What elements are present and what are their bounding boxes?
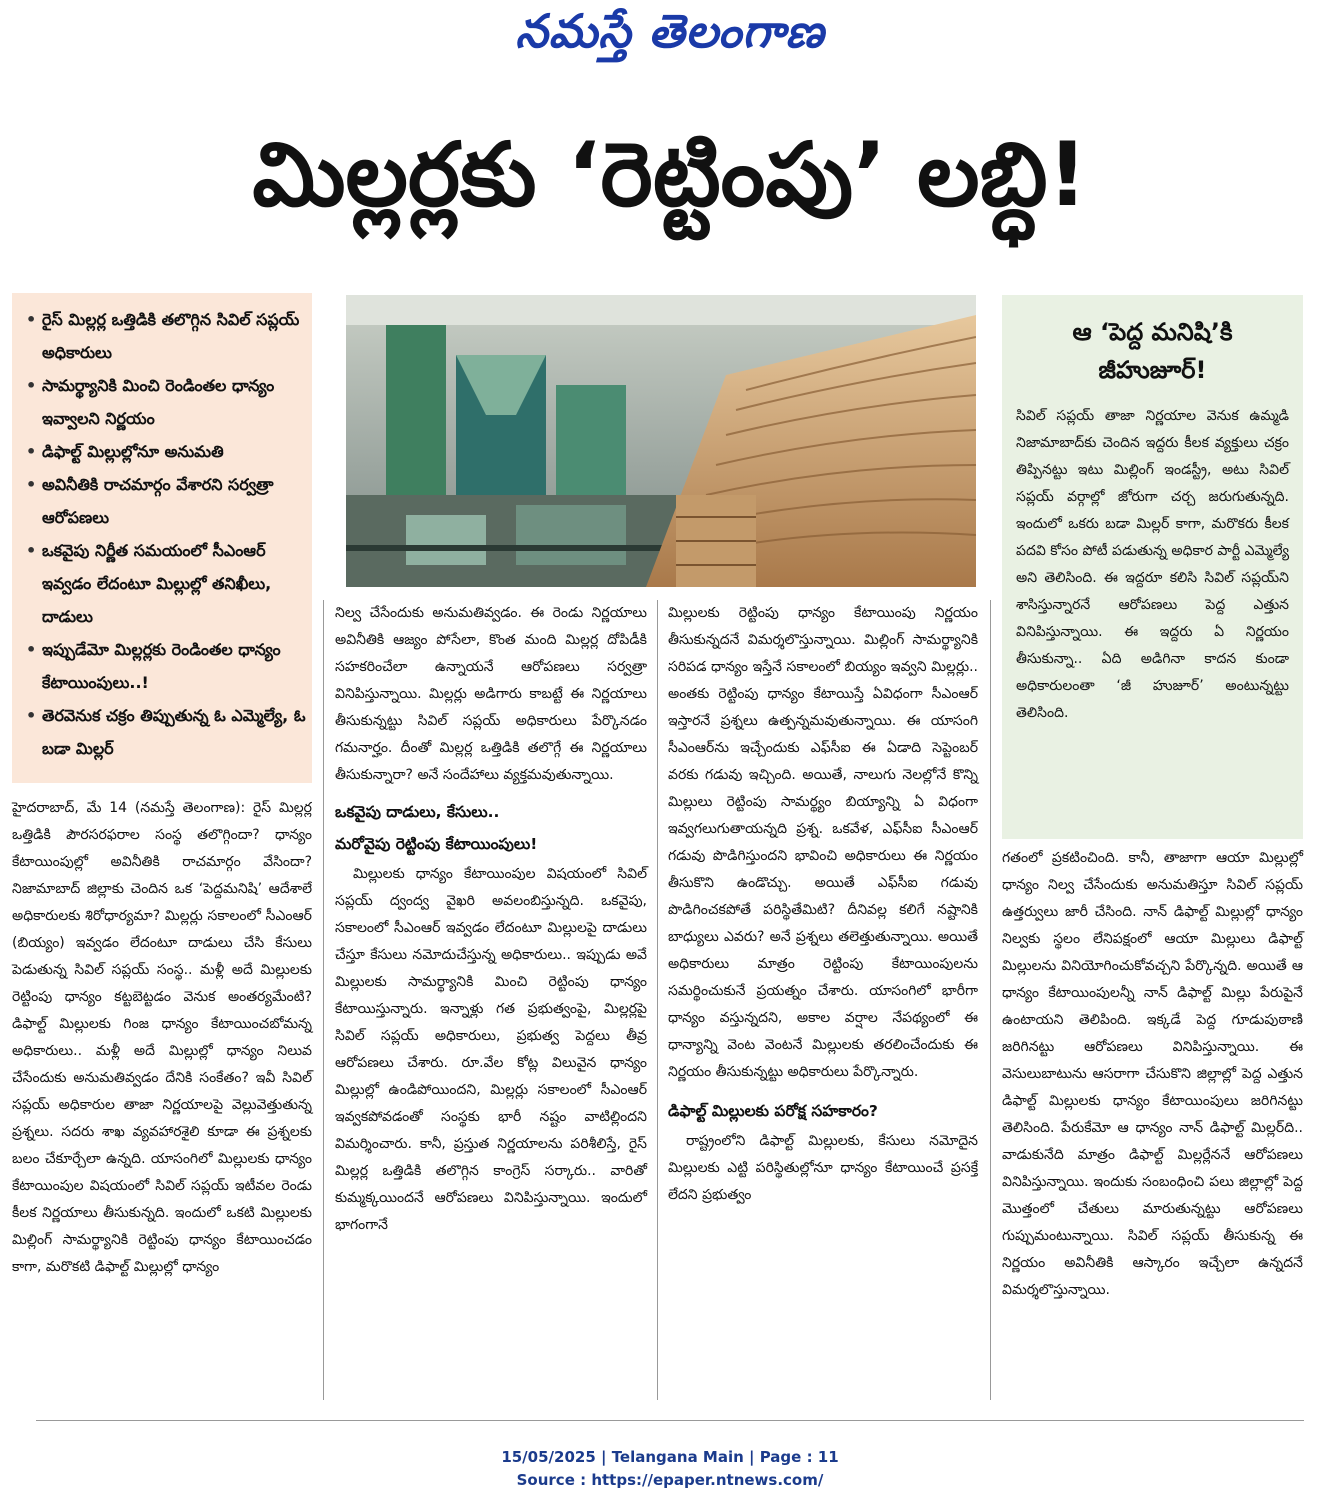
sidebar-box — [1002, 295, 1303, 839]
article-paragraph: గతంలో ప్రకటించింది. కానీ, తాజాగా ఆయా మిల్లుల్లో ధాన్యం నిల్వ చేసేందుకు అనుమతిస్తూ సివిల్ సప్లయ్ ఉత్తర్వులు జారీ చేసింది. నాన్ డిఫాల్ట్ మిల్లుల్లో ధాన్యం నిల్వకు స్థలం లేనిపక్షంలో ఆయా మిల్లులు డిఫాల్ట్ మిల్లులను వినియోగించుకోవచ్చని పేర్కొన్నది. అయితే ఆ ధాన్యం కేటాయింపులన్నీ నాన్ డిఫాల్ట్ మిల్లు పేరుపైనే ఉంటాయని తెలిపింది. ఇక్కడే పెద్ద గూడుపుఠాణి జరిగినట్టు ఆరోపణలు వినిపిస్తున్నాయి. ఈ వెసులుబాటును ఆసరాగా చేసుకొని జిల్లాల్లో పెద్ద ఎత్తున డిఫాల్ట్ మిల్లులకు ధాన్యం కేటాయింపులు జరిగినట్టు తెలిసింది. పేరుకేమో ఆ ధాన్యం నాన్ డిఫాల్ట్ మిల్లర్‌ది.. వాడుకునేది మాత్రం డిఫాల్ట్ మిల్లర్లేననే ఆరోపణలు వినిపిస్తున్నాయి. ఇందుకు సంబంధించి పలు జిల్లాల్లో పెద్ద మొత్తంలో చేతులు మారుతున్నట్టు ఆరోపణలు గుప్పుమంటున్నాయి. సివిల్ సప్లయ్ తీసుకున్న ఈ నిర్ణయం అవినీతికి ఆస్కారం ఇచ్చేలా ఉన్నదనే విమర్శలొస్తున్నాయి. — [1002, 850, 1303, 1298]
highlights-box — [12, 293, 312, 783]
masthead: నమస్తే తెలంగాణ — [515, 4, 825, 58]
footer-divider — [36, 1420, 1304, 1421]
column-divider — [990, 600, 991, 1400]
rice-mill-photo — [346, 295, 976, 587]
headline: మిల్లర్లకు ‘రెట్టింపు’ లబ్ధి! — [252, 123, 1088, 226]
article-column-1 — [12, 795, 312, 1281]
rice-mill-photo-illustration — [346, 295, 976, 587]
highlight-item: • అవినీతికి రాచమార్గం వేశారని సర్వత్రా ఆరోపణలు — [26, 468, 306, 534]
article-column-3 — [668, 600, 978, 1209]
article-paragraph: నిల్వ చేసేందుకు అనుమతివ్వడం. ఈ రెండు నిర్ణయాలు అవినీతికి ఆజ్యం పోసేలా, కొంత మంది మిల్లర్ల దోపిడీకి సహకరించేలా ఉన్నాయనే ఆరోపణలు సర్వత్రా వినిపిస్తున్నాయి. మిల్లర్లు అడిగారు కాబట్టే ఈ నిర్ణయాలు తీసుకున్నట్టు సివిల్ సప్లయ్ అధికారులు పేర్కొనడం గమనార్హం. దీంతో మిల్లర్ల ఒత్తిడికి తలొగ్గే ఈ నిర్ణయాలు తీసుకున్నారా? అనే సందేహాలు వ్యక్తమవుతున్నాయి. — [335, 605, 647, 783]
subheading: ఒకవైపు దాడులు, కేసులు.. — [335, 803, 500, 821]
article-column-2 — [335, 600, 647, 1239]
sidebar-title: ఆ ‘పెద్ద మనిషి’కి జీహుజూర్! — [1072, 318, 1233, 384]
footer-page-info: 15/05/2025 | Telangana Main | Page : 11 — [501, 1448, 839, 1466]
column-divider — [323, 600, 324, 1400]
article-paragraph: రాష్ట్రంలోని డిఫాల్ట్ మిల్లులకు, కేసులు నమోదైన మిల్లులకు ఎట్టి పరిస్థితుల్లోనూ ధాన్యం కేటాయించే ప్రసక్తే లేదని ప్రభుత్వం — [668, 1133, 978, 1203]
subheading: డిఫాల్ట్ మిల్లులకు పరోక్ష సహకారం? — [668, 1102, 878, 1120]
highlight-item: • సామర్థ్యానికి మించి రెండింతల ధాన్యం ఇవ్వాలని నిర్ణయం — [26, 369, 306, 435]
sidebar-text: సివిల్ సప్లయ్ తాజా నిర్ణయాల వెనుక ఉమ్మడి నిజామాబాద్‌కు చెందిన ఇద్దరు కీలక వ్యక్తులు చక్రం తిప్పినట్టు ఇటు మిల్లింగ్ ఇండస్ట్రీ, అటు సివిల్ సప్లయ్ వర్గాల్లో జోరుగా చర్చ జరుగుతున్నది. ఇందులో ఒకరు బడా మిల్లర్ కాగా, మరొకరు కీలక పదవి కోసం పోటీ పడుతున్న అధికార పార్టీ ఎమ్మెల్యే అని తెలిసింది. ఈ ఇద్దరూ కలిసి సివిల్ సప్లయ్‌ని శాసిస్తున్నారనే ఆరోపణలు పెద్ద ఎత్తున వినిపిస్తున్నాయి. ఈ ఇద్దరు ఏ నిర్ణయం తీసుకున్నా.. ఏది అడిగినా కాదన కుండా అధికారులంతా ‘జీ హుజూర్’ అంటున్నట్టు తెలిసింది. — [1016, 408, 1289, 721]
column-divider — [657, 600, 658, 1400]
article-column-4 — [1002, 845, 1303, 1304]
subheading: మరోవైపు రెట్టింపు కేటాయింపులు! — [335, 835, 538, 853]
highlight-item: • ఒకవైపు నిర్ణీత సమయంలో సీఎంఆర్ ఇవ్వడం లేదంటూ మిల్లుల్లో తనిఖీలు, దాడులు — [26, 534, 306, 633]
footer-source: Source : https://epaper.ntnews.com/ — [516, 1471, 824, 1489]
highlight-item: • డిఫాల్ట్ మిల్లుల్లోనూ అనుమతి — [26, 435, 306, 468]
highlight-item: • రైస్ మిల్లర్ల ఒత్తిడికి తలొగ్గిన సివిల్ సప్లయ్ అధికారులు — [26, 303, 306, 369]
article-paragraph: హైదరాబాద్, మే 14 (నమస్తే తెలంగాణ): రైస్ మిల్లర్ల ఒత్తిడికి పౌరసరఫరాల సంస్థ తలొగ్గిందా? ధాన్యం కేటాయింపుల్లో అవినీతికి రాచమార్గం వేసిందా? నిజామాబాద్ జిల్లాకు చెందిన ఒక ‘పెద్దమనిషి’ ఆదేశాలే అధికారులకు శిరోధార్యమా? మిల్లర్లు సకాలంలో సీఎంఆర్ (బియ్యం) ఇవ్వడం లేదంటూ దాడులు చేసి కేసులు పెడుతున్న సివిల్ సప్లయ్ సంస్థ.. మళ్లీ అదే మిల్లులకు రెట్టింపు ధాన్యం కట్టబెట్టడం వెనుక అంతర్యమేంటి? డిఫాల్ట్ మిల్లులకు గింజ ధాన్యం కేటాయించబోమన్న అధికారులు.. మళ్లీ అదే మిల్లుల్లో ధాన్యం నిలువ చేసేందుకు అనుమతివ్వడం దేనికి సంకేతం? ఇవీ సివిల్ సప్లయ్ అధికారుల తాజా నిర్ణయాలపై వెల్లువెత్తుతున్న ప్రశ్నలు. సదరు శాఖ వ్యవహారశైలి కూడా ఈ ప్రశ్నలకు బలం చేకూర్చేలా ఉన్నది. యాసంగిలో మిల్లులకు ధాన్యం కేటాయింపుల విషయంలో సివిల్ సప్లయ్ ఇటీవల రెండు కీలక నిర్ణయాలు తీసుకున్నది. ఇందులో ఒకటి మిల్లులకు మిల్లింగ్ సామర్థ్యానికి రెట్టింపు ధాన్యం కేటాయించడం కాగా, మరొకటి డిఫాల్ట్ మిల్లుల్లో ధాన్యం — [12, 800, 312, 1275]
article-paragraph: మిల్లులకు ధాన్యం కేటాయింపుల విషయంలో సివిల్ సప్లయ్ ద్వంద్వ వైఖరి అవలంబిస్తున్నది. ఒకవైపు, సకాలంలో సీఎంఆర్ ఇవ్వడం లేదంటూ మిల్లులపై దాడులు చేస్తూ కేసులు నమోదుచేస్తున్న అధికారులు.. ఇప్పుడు అవే మిల్లులకు సామర్థ్యానికి మించి రెట్టింపు ధాన్యం కేటాయిస్తున్నారు. ఇన్నాళ్లు గత ప్రభుత్వంపై, మిల్లర్లపై సివిల్ సప్లయ్ అధికారులు, ప్రభుత్వ పెద్దలు తీవ్ర ఆరోపణలు చేశారు. రూ.వేల కోట్ల విలువైన ధాన్యం మిల్లుల్లో ఉండిపోయిందని, మిల్లర్లు సకాలంలో సీఎంఆర్ ఇవ్వకపోవడంతో సంస్థకు భారీ నష్టం వాటిల్లిందని విమర్శించారు. కానీ, ప్రస్తుత నిర్ణయాలను పరిశీలిస్తే, రైస్ మిల్లర్ల ఒత్తిడికి తలొగ్గిన కాంగ్రెస్ సర్కారు.. వారితో కుమ్మక్కయిందనే ఆరోపణలు వినిపిస్తున్నాయి. ఇందులో భాగంగానే — [335, 866, 647, 1233]
highlight-item: • తెరవెనుక చక్రం తిప్పుతున్న ఓ ఎమ్మెల్యే, ఓ బడా మిల్లర్ — [26, 699, 306, 765]
highlight-item: • ఇప్పుడేమో మిల్లర్లకు రెండింతల ధాన్యం కేటాయింపులు..! — [26, 633, 306, 699]
article-paragraph: మిల్లులకు రెట్టింపు ధాన్యం కేటాయింపు నిర్ణయం తీసుకున్నదనే విమర్శలొస్తున్నాయి. మిల్లింగ్ సామర్థ్యానికి సరిపడ ధాన్యం ఇస్తేనే సకాలంలో బియ్యం ఇవ్వని మిల్లర్లు.. అంతకు రెట్టింపు ధాన్యం కేటాయిస్తే ఏవిధంగా సీఎంఆర్ ఇస్తారనే ప్రశ్నలు ఉత్పన్నమవుతున్నాయి. ఈ యాసంగి సీఎంఆర్‌ను ఇచ్చేందుకు ఎఫ్‌సీఐ ఈ ఏడాది సెప్టెంబర్ వరకు గడువు ఇచ్చింది. అయితే, నాలుగు నెలల్లోనే కొన్ని మిల్లులు రెట్టింపు సామర్థ్యం బియ్యాన్ని ఏ విధంగా ఇవ్వగలుగుతాయన్నది ప్రశ్న. ఒకవేళ, ఎఫ్‌సీఐ సీఎంఆర్ గడువు పొడిగిస్తుందని భావించి అధికారులు ఈ నిర్ణయం తీసుకొని ఉండొచ్చు. అయితే ఎఫ్‌సీఐ గడువు పొడిగించకపోతే పరిస్థితేమిటి? దీనివల్ల కలిగే నష్టానికి బాధ్యులు ఎవరు? అనే ప్రశ్నలు తలెత్తుతున్నాయి. అయితే అధికారులు మాత్రం రెట్టింపు కేటాయింపులను సమర్థించుకునే ప్రయత్నం చేశారు. యాసంగిలో భారీగా ధాన్యం వస్తున్నదని, అకాల వర్షాల నేపథ్యంలో ఈ ధాన్యాన్ని వెంట వెంటనే మిల్లులకు తరలించేందుకు ఈ నిర్ణయం తీసుకున్నట్టు అధికారులు పేర్కొన్నారు. — [668, 605, 978, 1080]
